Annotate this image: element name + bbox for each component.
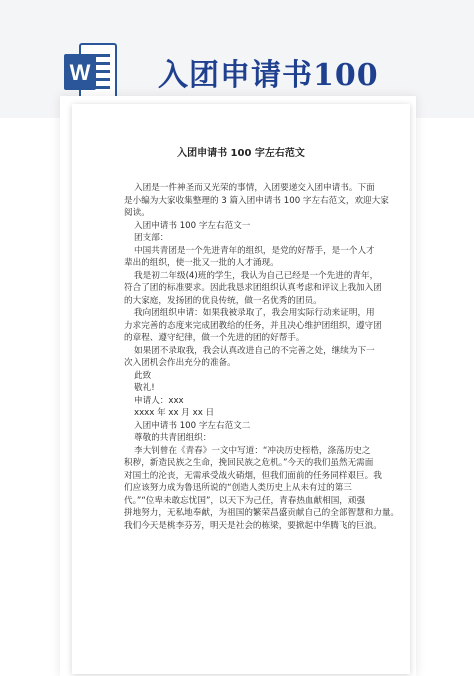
document-line: 符合了团的标准要求。因此我恳求团组织认真考虑和评议上我加入团 bbox=[124, 283, 382, 293]
document-title: 入团申请书 100 字左右范文 bbox=[177, 148, 305, 159]
document-line: 我向团组织申请：如果我被录取了，我会用实际行动来证明，用 bbox=[134, 308, 375, 318]
document-line: 阅读。 bbox=[124, 208, 150, 218]
document-line: 的大家庭，发扬团的优良传统，做一名优秀的团员。 bbox=[124, 295, 322, 306]
word-icon-letter: W bbox=[69, 60, 91, 85]
document-line: 申请人：xxx bbox=[134, 395, 184, 406]
document-line: 入团申请书 100 字左右范文一 bbox=[134, 220, 251, 231]
document-line: 敬礼! bbox=[134, 383, 155, 393]
document-line: 积秽，新造民族之生命，挽回民族之危机。”今天的我们虽然无需面 bbox=[124, 458, 374, 468]
document-line: 尊敬的共青团组织： bbox=[134, 433, 212, 443]
document-line: 我们今天是桃李芬芳，明天是社会的栋梁，要掀起中华腾飞的巨浪。 bbox=[124, 520, 382, 531]
document-line: 次入团机会作出充分的准备。 bbox=[124, 358, 236, 368]
document-body bbox=[124, 182, 400, 532]
document-page bbox=[72, 104, 410, 674]
document-line: 李大钊曾在《青春》一文中写道：“冲决历史桎梏，涤荡历史之 bbox=[134, 445, 371, 456]
banner-title: 入团申请书100 bbox=[158, 58, 379, 93]
document-line: 辈出的组织，使一批又一批的人才涌现。 bbox=[124, 258, 279, 268]
document-line: 们应该努力成为鲁迅所说的“创造人类历史上从未有过的第三 bbox=[124, 483, 352, 493]
document-line: 是小编为大家收集整理的 3 篇入团申请书 100 字左右范文，欢迎大家 bbox=[124, 195, 389, 206]
word-document-icon bbox=[62, 40, 118, 104]
document-line: 此致 bbox=[134, 370, 152, 381]
document-line: 力求完善的态度来完成团教给的任务，并且决心维护团组织，遵守团 bbox=[124, 320, 382, 331]
document-line: 代。”“位卑未敢忘忧国”，以天下为己任，青春热血献相国，顽强 bbox=[124, 495, 366, 506]
document-line: 对国土的沦丧，无需承受战火硝烟，但我们面前的任务同样艰巨。我 bbox=[124, 470, 382, 481]
document-line: 如果团不录取我，我会认真改进自己的不完善之处，继续为下一 bbox=[134, 345, 375, 356]
document-line: 拼地努力，无私地奉献，为祖国的繁荣昌盛贡献自己的全部智慧和力量。 bbox=[124, 508, 400, 518]
document-line: 团支部： bbox=[134, 233, 169, 243]
document-line: 中国共青团是一个先进青年的组织，是党的好帮手，是一个人才 bbox=[134, 245, 375, 256]
document-line: xxxx 年 xx 月 xx 日 bbox=[134, 408, 215, 418]
document-line: 的章程、遵守纪律，做一个先进的团的好帮手。 bbox=[124, 333, 305, 343]
document-line: 我是初二年级(4)班的学生，我认为自己已经是一个先进的青年， bbox=[134, 270, 379, 281]
document-line: 入团申请书 100 字左右范文二 bbox=[134, 420, 251, 431]
document-line: 入团是一件神圣而又光荣的事情，入团要递交入团申请书。下面 bbox=[134, 183, 375, 193]
